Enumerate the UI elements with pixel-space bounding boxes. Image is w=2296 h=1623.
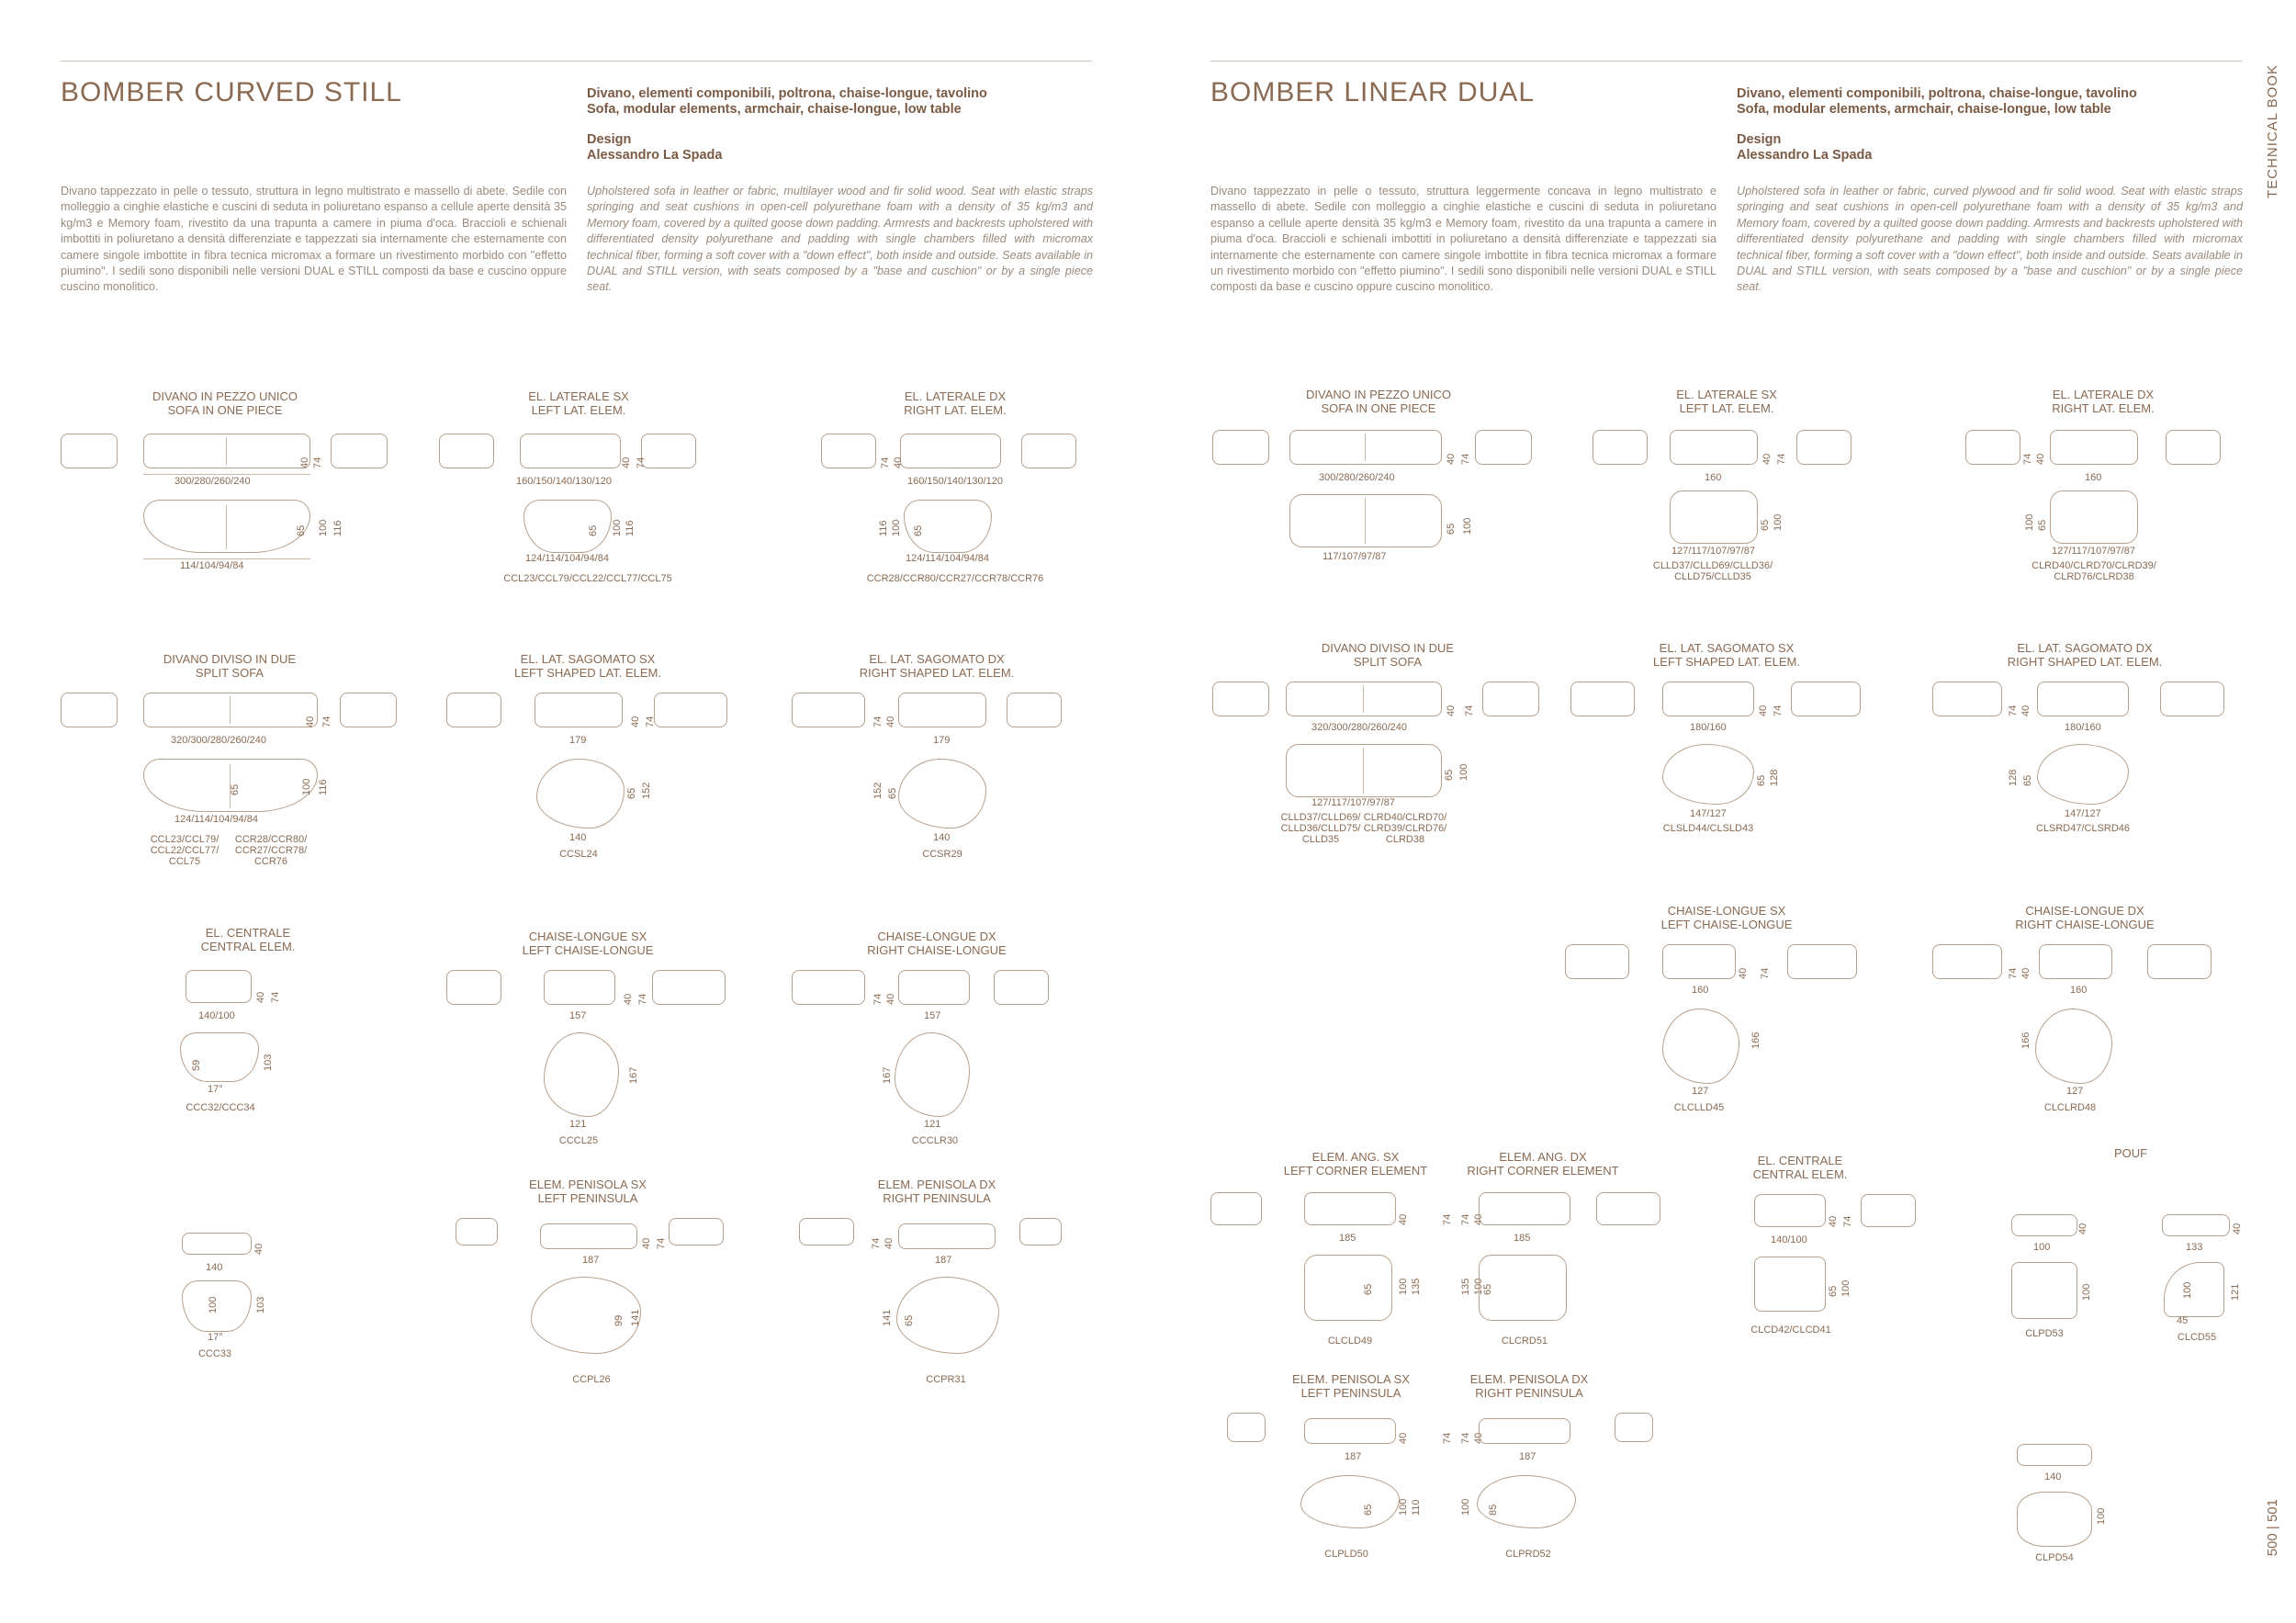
left-description-en: Upholstered sofa in leather or fabric, multilayer wood and fir solid wood. Seat with elastic straps springing and seat cushions in open-cell polyurethane foam with a density of 35 kg/m3 and Memory foam, covered by a quilted goose down padding. Armrests and backrests upholstered with differentiated density polyurethane and padding with single chambers filled with micromax technical fiber, forming a soft cover with a "down effect", both inside and outside. Seats available in DUAL and STILL version, with seats composed by a "base and cuschion" or by a single piece seat. bbox=[587, 185, 1093, 294]
left-category-block bbox=[587, 86, 987, 163]
left-shaped-lat-dx: EL. LAT. SAGOMATO DX RIGHT SHAPED LAT. ELEM. 74 40 179 152 65 140 CCSR29 bbox=[790, 645, 1084, 865]
left-peninsula-dx: ELEM. PENISOLA DX RIGHT PENINSULA 74 40 187 141 65 CCPR31 bbox=[790, 1167, 1084, 1396]
right-pouf: POUF 40 100 40 133 100 100 121 45 CLPD53 CLCD55 bbox=[2002, 1143, 2250, 1363]
left-page-title: BOMBER CURVED STILL bbox=[61, 77, 402, 107]
left-lat-elem-dx: EL. LATERALE DX RIGHT LAT. ELEM. 74 40 160/150/140/130/120 116 100 65 124/114/104/94/84 CCR28/CCR80/CCR27/CCR78/CCR76 bbox=[808, 386, 1102, 588]
right-category-en: Sofa, modular elements, armchair, chaise-longue, low table bbox=[1737, 102, 2111, 117]
page-numbers: 500 | 501 bbox=[2265, 1499, 2280, 1557]
left-category-en: Sofa, modular elements, armchair, chaise-longue, low table bbox=[587, 102, 962, 117]
right-description-en: Upholstered sofa in leather or fabric, curved plywood and fir solid wood. Seat with elastic straps springing and seat cushions in open-cell polyurethane foam with a density of 35 kg/m3 and Memory foam, covered by a quilted goose down padding. Armrests and backrests upholstered with differentiated density polyurethane and padding with single chambers filled with micromax technical fiber, forming a soft cover with a "down effect", both inside and outside. Seats available in DUAL and STILL version, with seats composed by a "base and cuschion" or by a single piece seat. bbox=[1737, 185, 2243, 294]
right-central-elem: EL. CENTRALE CENTRAL ELEM. 40 74 140/100 65 100 CLCD42/CLCD41 bbox=[1727, 1154, 1947, 1347]
right-lat-elem-dx: EL. LATERALE DX RIGHT LAT. ELEM. 74 40 160 100 65 127/117/107/97/87 CLRD40/CLRD70/CLRD39/ CLRD76/CLRD38 bbox=[1956, 384, 2250, 586]
left-shaped-lat-sx: EL. LAT. SAGOMATO SX LEFT SHAPED LAT. ELEM. 179 40 74 65 152 140 CCSL24 bbox=[441, 645, 735, 865]
top-view bbox=[143, 500, 310, 553]
right-chaise-dx: CHAISE-LONGUE DX RIGHT CHAISE-LONGUE 74 40 160 166 127 CLCLRD48 bbox=[1919, 904, 2250, 1133]
right-peninsula-dx: ELEM. PENISOLA DX RIGHT PENINSULA 74 40 187 100 85 CLPRD52 bbox=[1442, 1369, 1699, 1571]
right-shaped-lat-dx: EL. LAT. SAGOMATO DX RIGHT SHAPED LAT. ELEM. 74 40 180/160 128 65 147/127 CLSRD47/CLSRD46 bbox=[1919, 637, 2250, 849]
right-design-label: Design bbox=[1737, 132, 1782, 147]
left-chaise-sx: CHAISE-LONGUE SX LEFT CHAISE-LONGUE 157 40 74 167 121 CCCL25 bbox=[441, 919, 735, 1148]
right-designer: Alessandro La Spada bbox=[1737, 148, 1873, 163]
right-split-sofa: DIVANO DIVISO IN DUE SPLIT SOFA 320/300/280/260/240 40 74 65 100 127/117/107/97/87 CLLD37/CLLD69/ CLLD36/CLLD75/ CLLD35 CLRD40/CLRD70/ CLRD39/CLRD76/ CLRD38 bbox=[1209, 637, 1567, 858]
block-header: DIVANO IN PEZZO UNICO SOFA IN ONE PIECE bbox=[152, 389, 298, 417]
front-view bbox=[143, 434, 310, 468]
left-peninsula-sx: ELEM. PENISOLA SX LEFT PENINSULA 40 74 187 99 141 CCPL26 bbox=[441, 1167, 735, 1396]
left-lat-elem-sx: EL. LATERALE SX LEFT LAT. ELEM. 160/150/140/130/120 40 74 65 100 116 124/114/104/94/84 CCL23/CCL79/CCL22/CCL77/CCL75 bbox=[432, 386, 726, 588]
top-rule-left bbox=[61, 61, 1092, 62]
left-designer: Alessandro La Spada bbox=[587, 148, 723, 163]
right-description-it: Divano tappezzato in pelle o tessuto, struttura leggermente concava in legno multistrato e massello di abete. Sedile con molleggio a cinghie elastiche e cuscini di seduta in poliuretano espanso a cellule aperte densità 35 kg/m3 e Memory foam, rivestito da una trapunta a camere in piuma d'oca. Braccioli e schienali imbottiti in poliuretano a densità differenziate e tappezzati sia internamente che esternamente con camere singole imbottite in fibra tecnica micromax a formare un rivestimento morbido con "effetto piumino". I sedili sono disponibili nelle versioni DUAL e STILL composti da base e cuscino oppure cuscino monolitico. bbox=[1210, 185, 1716, 294]
right-lat-elem-sx: EL. LATERALE SX LEFT LAT. ELEM. 160 40 74 65 100 127/117/107/97/87 CLLD37/CLLD69/CLLD36/ CLLD75/CLLD35 bbox=[1589, 384, 1864, 586]
side-view bbox=[61, 434, 118, 468]
left-description-it: Divano tappezzato in pelle o tessuto, struttura in legno multistrato e massello di abete. Sedile con molleggio a cinghie elastiche e cuscini di seduta in poliuretano espanso a cellule aperte densità 35 kg/m3 e Memory foam, rivestito da una trapunta a camere in piuma d'oca. Braccioli e schienali imbottiti in poliuretano a densità differenziate e tappezzati sia internamente che esternamente con camere singole imbottite in fibra tecnica micromax a formare un rivestimento morbido con "effetto piumino". I sedili sono disponibili nelle versioni DUAL e STILL composti da base e cuscino oppure cuscino monolitico. bbox=[61, 185, 567, 294]
left-ccc33: 40 140 100 103 17° CCC33 bbox=[165, 1222, 331, 1369]
left-central-elem: EL. CENTRALE CENTRAL ELEM. 140/100 40 74 59 103 17° CCC32/CCC34 bbox=[147, 919, 349, 1121]
right-category-block bbox=[1737, 86, 2137, 163]
right-corner-dx: ELEM. ANG. DX RIGHT CORNER ELEMENT 185 74 40 135 100 65 CLCRD51 bbox=[1442, 1148, 1699, 1350]
right-page-title: BOMBER LINEAR DUAL bbox=[1210, 77, 1536, 107]
right-clpd54: 140 100 CLPD54 bbox=[2002, 1433, 2149, 1571]
sidebar-technical-book: TECHNICAL BOOK bbox=[2265, 64, 2280, 198]
right-shaped-lat-sx: EL. LAT. SAGOMATO SX LEFT SHAPED LAT. ELEM. 180/160 40 74 65 128 147/127 CLSLD44/CLSLD43 bbox=[1561, 637, 1892, 849]
left-category-it: Divano, elementi componibili, poltrona, chaise-longue, tavolino bbox=[587, 86, 987, 101]
left-chaise-dx: CHAISE-LONGUE DX RIGHT CHAISE-LONGUE 74 40 157 167 121 CCCLR30 bbox=[790, 919, 1084, 1148]
side-view bbox=[331, 434, 388, 468]
right-category-it: Divano, elementi componibili, poltrona, chaise-longue, tavolino bbox=[1737, 86, 2137, 101]
left-design-label: Design bbox=[587, 132, 632, 147]
right-chaise-sx: CHAISE-LONGUE SX LEFT CHAISE-LONGUE 160 40 74 166 127 CLCLLD45 bbox=[1561, 904, 1892, 1133]
left-split-sofa: DIVANO DIVISO IN DUE SPLIT SOFA 320/300/280/260/240 40 74 65 100 116 124/114/104/94/84 CCL23/CCL79/ CCL22/CCL77/ CCL75 CCR28/CCR80/ CCR27/CCR78/ CCR76 bbox=[55, 645, 404, 865]
left-sofa-one-piece: DIVANO IN PEZZO UNICO SOFA IN ONE PIECE 300/280/260/240 40 74 65 100 116 114/104/94/84 bbox=[55, 386, 395, 579]
right-peninsula-sx: ELEM. PENISOLA SX LEFT PENINSULA 40 74 187 65 100 110 CLPLD50 bbox=[1209, 1369, 1475, 1571]
right-sofa-one-piece: DIVANO IN PEZZO UNICO SOFA IN ONE PIECE 300/280/260/240 40 74 65 100 117/107/97/87 bbox=[1209, 384, 1548, 568]
right-corner-sx: ELEM. ANG. SX LEFT CORNER ELEMENT 185 40 74 65 100 135 CLCLD49 bbox=[1209, 1148, 1466, 1350]
top-rule-right bbox=[1210, 61, 2242, 62]
